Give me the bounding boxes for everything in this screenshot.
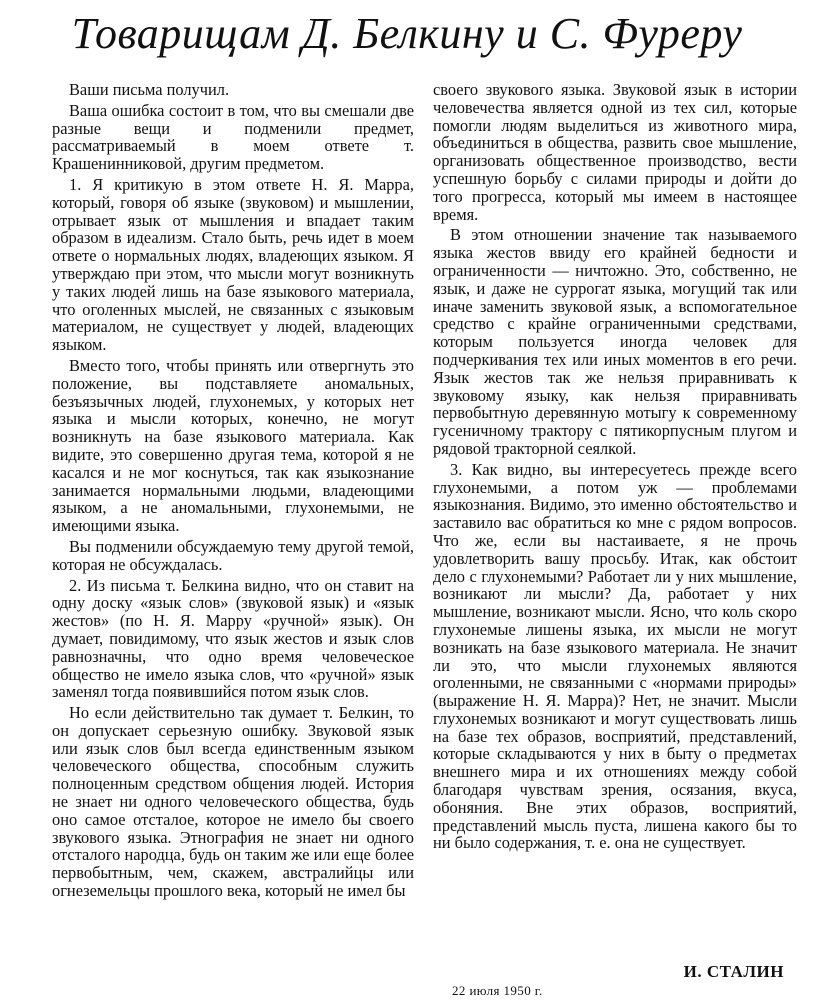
- left-column: [52, 81, 414, 903]
- right-column: [433, 81, 797, 855]
- paragraph: Вы подменили обсуждаемую тему другой темой, которая не обсуждалась.: [52, 536, 414, 574]
- paragraph: Вместо того, чтобы принять или отвергнуть это положение, вы подставляете аномальных, безъязычных людей, глухонемых, у которых нет языка и мысли которых, конечно, не могут возникнуть на базе языкового материала. Как видите, это совершенно другая тема, которой я не касался и не мог коснуться, так как языкознание занимается нормальными людьми, владеющими языком, а не аномальными, глухонемыми, не имеющими языка.: [52, 355, 414, 536]
- paragraph: 2. Из письма т. Белкина видно, что он ставит на одну доску «язык слов» (звуковой язык) и «язык жестов» (по Н. Я. Марру «ручной» язык). Он думает, повидимому, что язык жестов и язык слов равнозначны, что одно время человеческое общество не имело языка слов, что «ручной» язык заменял тогда появившийся потом язык слов.: [52, 575, 414, 702]
- paragraph: 3. Как видно, вы интересуетесь прежде всего глухонемыми, а потом уж — проблемами языкознания. Видимо, это именно обстоятельство и заставило вас обратиться ко мне с рядом вопросов. Что же, если вы настаиваете, я не прочь удовлетворить вашу просьбу. Итак, как обстоит дело с глухонемыми? Работает ли у них мышление, возникают ли мысли? Да, работает у них мышление, возникают мысли. Ясно, что коль скоро глухонемые лишены языка, их мысли не могут возникать на базе языкового материала. Не значит ли это, что мысли глухонемых являются оголенными, не связанными с «нормами природы» (выражение Н. Я. Марра)? Нет, не значит. Мысли глухонемых возникают и могут существовать лишь на базе тех образов, восприятий, представлений, которые складываются у них в быту о предметах внешнего мира и их отношениях между собой благодаря чувствам зрения, осязания, вкуса, обоняния. Вне этих образов, восприятий, представлений мысль пуста, лишена какого бы то ни было содержания, т. е. она не существует.: [433, 459, 797, 853]
- paragraph: 1. Я критикую в этом ответе Н. Я. Марра, который, говоря об языке (звуковом) и мышлении, отрывает язык от мышления и впадает таким образом в идеализм. Стало быть, речь идет в моем ответе о нормальных людях, владеющих языком. Я утверждаю при этом, что мысли могут возникнуть у таких людей лишь на базе языкового материала, что оголенных мыслей, не связанных с языковым материалом, не существует у людей, владеющих языком.: [52, 174, 414, 355]
- article-title: Товарищам Д. Белкину и С. Фуреру: [71, 9, 743, 58]
- paragraph: Ваши письма получил.: [69, 80, 230, 99]
- paragraph: В этом отношении значение так называемого языка жестов ввиду его крайней бедности и ограниченности — ничтожно. Это, собственно, не язык, и даже не суррогат языка, могущий так или иначе заменить звуковой язык, а вспомогательное средство с крайне ограниченными средствами, которым пользуется иногда человек для подчеркивания тех или иных моментов в его речи. Язык жестов так же нельзя приравнивать к звуковому языку, как нельзя приравнивать первобытную деревянную мотыгу к современному гусеничному трактору с пятикорпусным плугом и рядовой тракторной сеялкой.: [433, 225, 797, 458]
- paragraph: своего звукового языка. Звуковой язык в истории человечества является одной из тех сил, которые помогли людям выделиться из животного мира, объединиться в общества, развить свое мышление, организовать общественное производство, вести успешную борьбу с силами природы и дойти до того прогресса, который мы имеем в настоящее время.: [433, 80, 797, 224]
- document-date: 22 июля 1950 г.: [452, 983, 543, 998]
- author-signature: И. СТАЛИН: [683, 962, 784, 981]
- paragraph: Но если действительно так думает т. Белкин, то он допускает серьезную ошибку. Звуковой язык или язык слов был всегда единственным языком человеческого общества, способным служить полноценным средством общения людей. История не знает ни одного человеческого общества, будь оно самое отсталое, которое не имело бы своего звукового языка. Этнография не знает ни одного отсталого народца, будь он таким же или еще более первобытным, чем, скажем, австралийцы или огнеземельцы прошлого века, который не имел бы: [52, 703, 414, 901]
- paragraph: Ваша ошибка состоит в том, что вы смешали две разные вещи и подменили предмет, рассматриваемый в моем ответе т. Крашенинниковой, другим предметом.: [52, 100, 414, 174]
